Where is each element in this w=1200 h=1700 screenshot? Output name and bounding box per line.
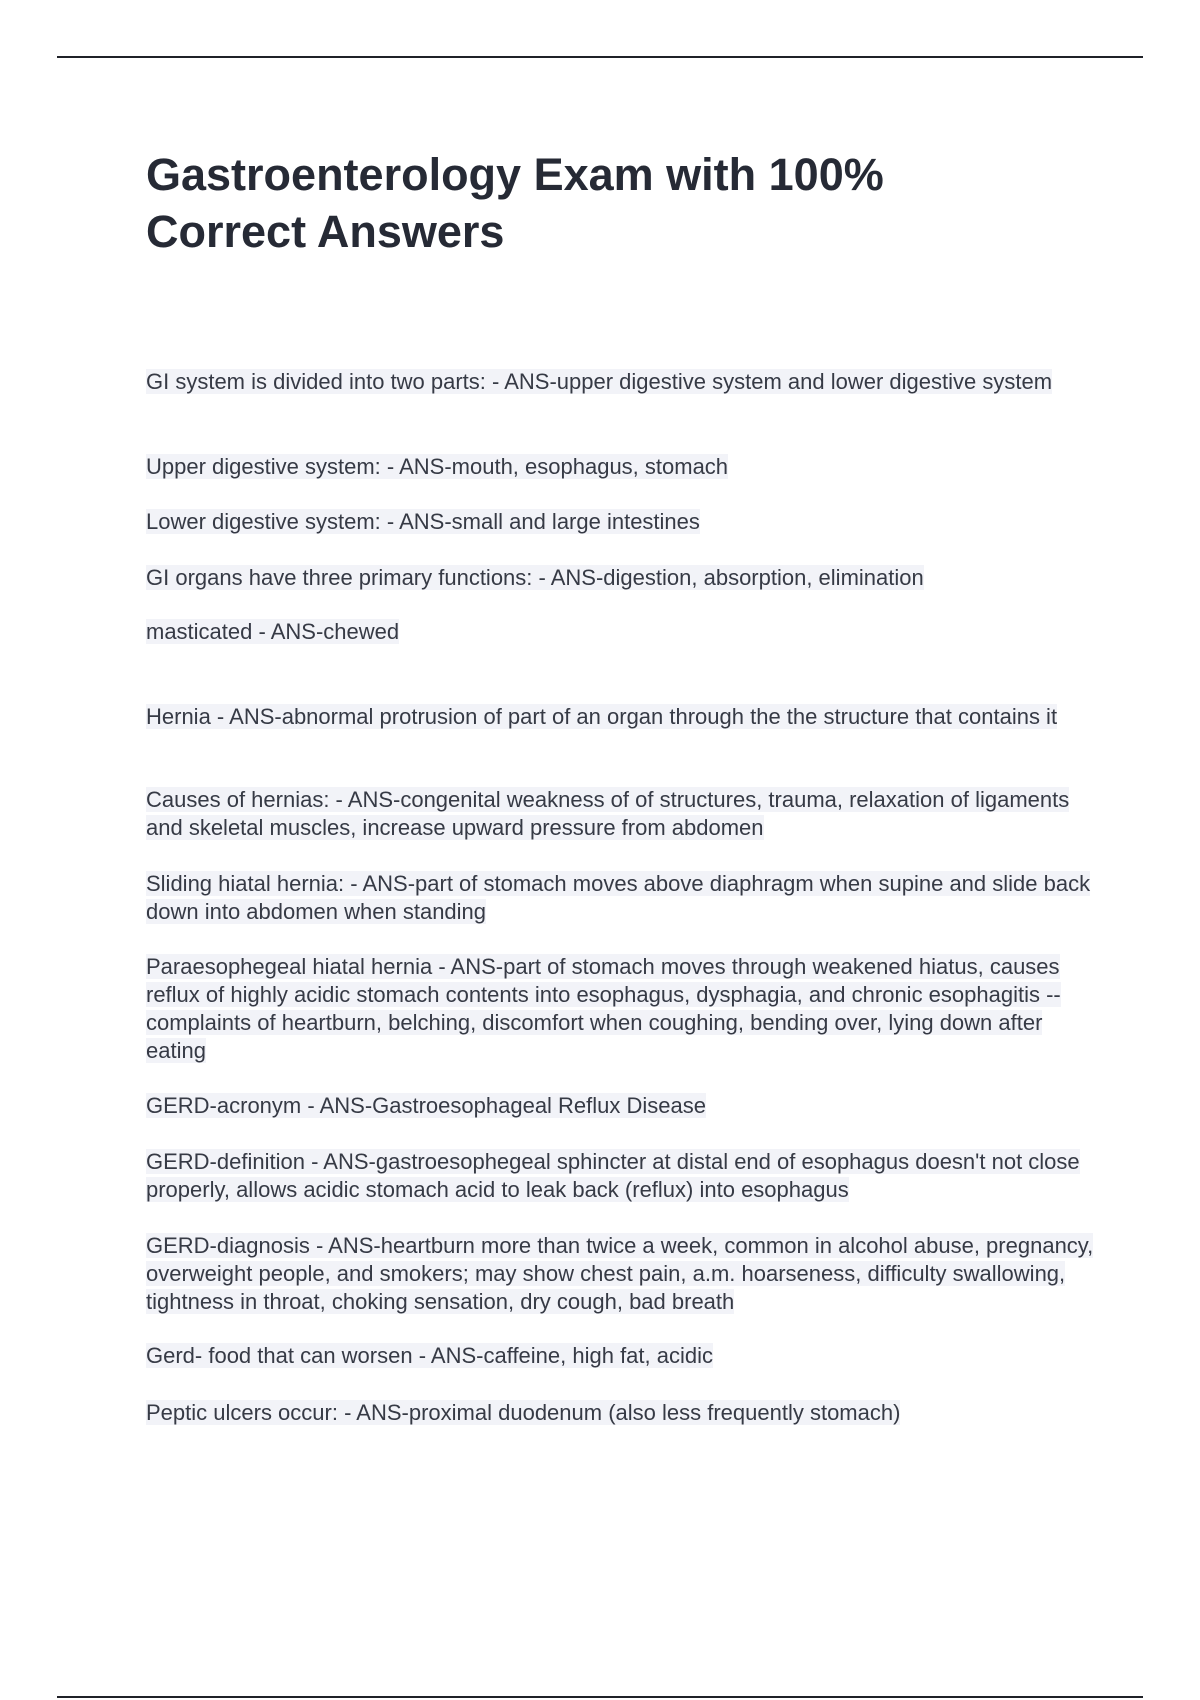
qa-item-text: GI system is divided into two parts: - ANS-upper digestive system and lower digestive system: [146, 369, 1053, 394]
qa-item-text: GERD-definition - ANS-gastroesophegeal sphincter at distal end of esophagus doesn't not close properly, allows acidic stomach acid to leak back (reflux) into esophagus: [146, 1149, 1080, 1202]
qa-item-upper-digestive: [146, 453, 1096, 481]
top-rule: [57, 56, 1143, 58]
qa-item-hernia: [146, 703, 1096, 731]
qa-item-gerd-diagnosis: [146, 1232, 1096, 1316]
qa-item-lower-digestive: [146, 508, 1096, 536]
qa-item-text: Hernia - ANS-abnormal protrusion of part of an organ through the the structure that contains it: [146, 704, 1058, 729]
qa-item-text: Gerd- food that can worsen - ANS-caffeine, high fat, acidic: [146, 1343, 714, 1368]
title-line-2: Correct Answers: [146, 206, 505, 257]
qa-item-text: Sliding hiatal hernia: - ANS-part of stomach moves above diaphragm when supine and slide back down into abdomen when standing: [146, 871, 1091, 924]
document-title: [146, 146, 1126, 260]
qa-item-text: GI organs have three primary functions: - ANS-digestion, absorption, elimination: [146, 565, 924, 590]
qa-item-text: Upper digestive system: - ANS-mouth, esophagus, stomach: [146, 454, 729, 479]
qa-item-masticated: [146, 618, 1096, 646]
qa-item-text: masticated - ANS-chewed: [146, 619, 400, 644]
qa-item-gerd-definition: [146, 1148, 1096, 1204]
qa-item-text: Paraesophegeal hiatal hernia - ANS-part of stomach moves through weakened hiatus, causes reflux of highly acidic stomach contents into esophagus, dysphagia, and chronic esophagitis --complaints of heartburn, belching, discomfort when coughing, bending over, lying down after eating: [146, 954, 1061, 1063]
qa-item-paraesophageal-hernia: [146, 953, 1096, 1065]
qa-item-text: GERD-diagnosis - ANS-heartburn more than twice a week, common in alcohol abuse, pregnancy, overweight people, and smokers; may show chest pain, a.m. hoarseness, difficulty swallowing, tightness in throat, choking sensation, dry cough, bad breath: [146, 1233, 1094, 1314]
qa-item-gi-functions: [146, 564, 1096, 592]
qa-item-peptic-ulcers: [146, 1399, 1096, 1427]
qa-item-gerd-acronym: [146, 1092, 1096, 1120]
qa-item-text: GERD-acronym - ANS-Gastroesophageal Reflux Disease: [146, 1093, 707, 1118]
qa-item-gi-system: [146, 368, 1096, 396]
qa-item-text: Peptic ulcers occur: - ANS-proximal duodenum (also less frequently stomach): [146, 1400, 901, 1425]
qa-item-hernia-causes: [146, 786, 1096, 842]
qa-item-sliding-hiatal-hernia: [146, 870, 1096, 926]
qa-item-text: Lower digestive system: - ANS-small and large intestines: [146, 509, 700, 534]
qa-item-gerd-foods: [146, 1342, 1096, 1370]
qa-item-text: Causes of hernias: - ANS-congenital weakness of of structures, trauma, relaxation of ligaments and skeletal muscles, increase upward pressure from abdomen: [146, 787, 1070, 840]
title-line-1: Gastroenterology Exam with 100%: [146, 149, 884, 200]
bottom-rule: [57, 1696, 1143, 1698]
